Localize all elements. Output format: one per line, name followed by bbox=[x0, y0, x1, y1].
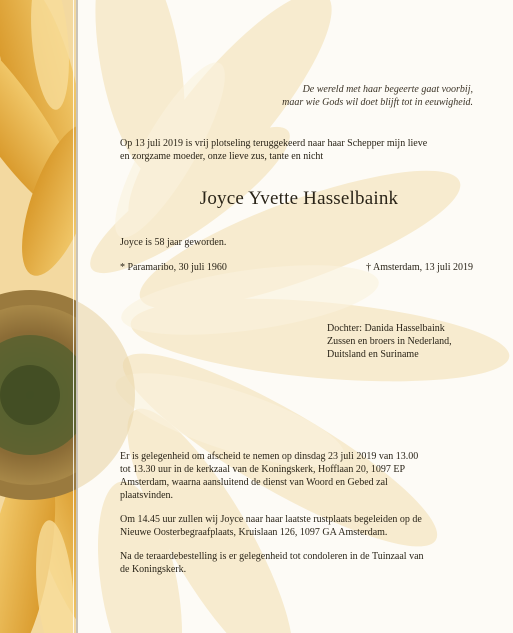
intro-line: Op 13 juli 2019 is vrij plotseling teruggekeerd naar haar Schepper mijn lieve bbox=[120, 138, 428, 149]
paragraph-line: Om 14.45 uur zullen wij Joyce naar haar laatste rustplaats begeleiden op de bbox=[120, 514, 422, 525]
family-list bbox=[327, 322, 487, 361]
paragraph-line: Nieuwe Oosterbegraafplaats, Kruislaan 126, 1097 GA Amsterdam. bbox=[120, 527, 388, 538]
death-info: † Amsterdam, 13 juli 2019 bbox=[366, 262, 473, 273]
paragraph-line: tot 13.30 uur in de kerkzaal van de Koningskerk, Hofflaan 20, 1097 EP bbox=[120, 464, 406, 475]
paragraph-line: Er is gelegenheid om afscheid te nemen op dinsdag 23 juli 2019 van 13.00 bbox=[120, 451, 419, 462]
paragraph-line: de Koningskerk. bbox=[120, 564, 187, 575]
intro-line: en zorgzame moeder, onze lieve zus, tante en nicht bbox=[120, 151, 324, 162]
bible-quote bbox=[230, 83, 473, 109]
paragraph-line: plaatsvinden. bbox=[120, 490, 174, 501]
birth-info: * Paramaribo, 30 juli 1960 bbox=[120, 262, 227, 273]
family-line: Zussen en broers in Nederland, bbox=[327, 336, 452, 347]
paragraph-line: Na de teraardebestelling is er gelegenheid tot condoleren in de Tuinzaal van bbox=[120, 551, 424, 562]
vertical-divider bbox=[76, 0, 78, 633]
family-line: Dochter: Danida Hasselbaink bbox=[327, 323, 445, 334]
quote-line: maar wie Gods wil doet blijft tot in eeuwigheid. bbox=[282, 97, 473, 108]
farewell-paragraph bbox=[120, 450, 476, 502]
age-statement: Joyce is 58 jaar geworden. bbox=[120, 237, 227, 248]
burial-paragraph bbox=[120, 513, 476, 539]
divider-highlight bbox=[73, 0, 74, 633]
deceased-name: Joyce Yvette Hasselbaink bbox=[199, 188, 399, 209]
condolence-paragraph bbox=[120, 550, 476, 576]
family-line: Duitsland en Suriname bbox=[327, 349, 419, 360]
announcement-intro bbox=[120, 137, 478, 163]
paragraph-line: Amsterdam, waarna aansluitend de dienst van Woord en Gebed zal bbox=[120, 477, 388, 488]
quote-line: De wereld met haar begeerte gaat voorbij, bbox=[302, 84, 473, 95]
